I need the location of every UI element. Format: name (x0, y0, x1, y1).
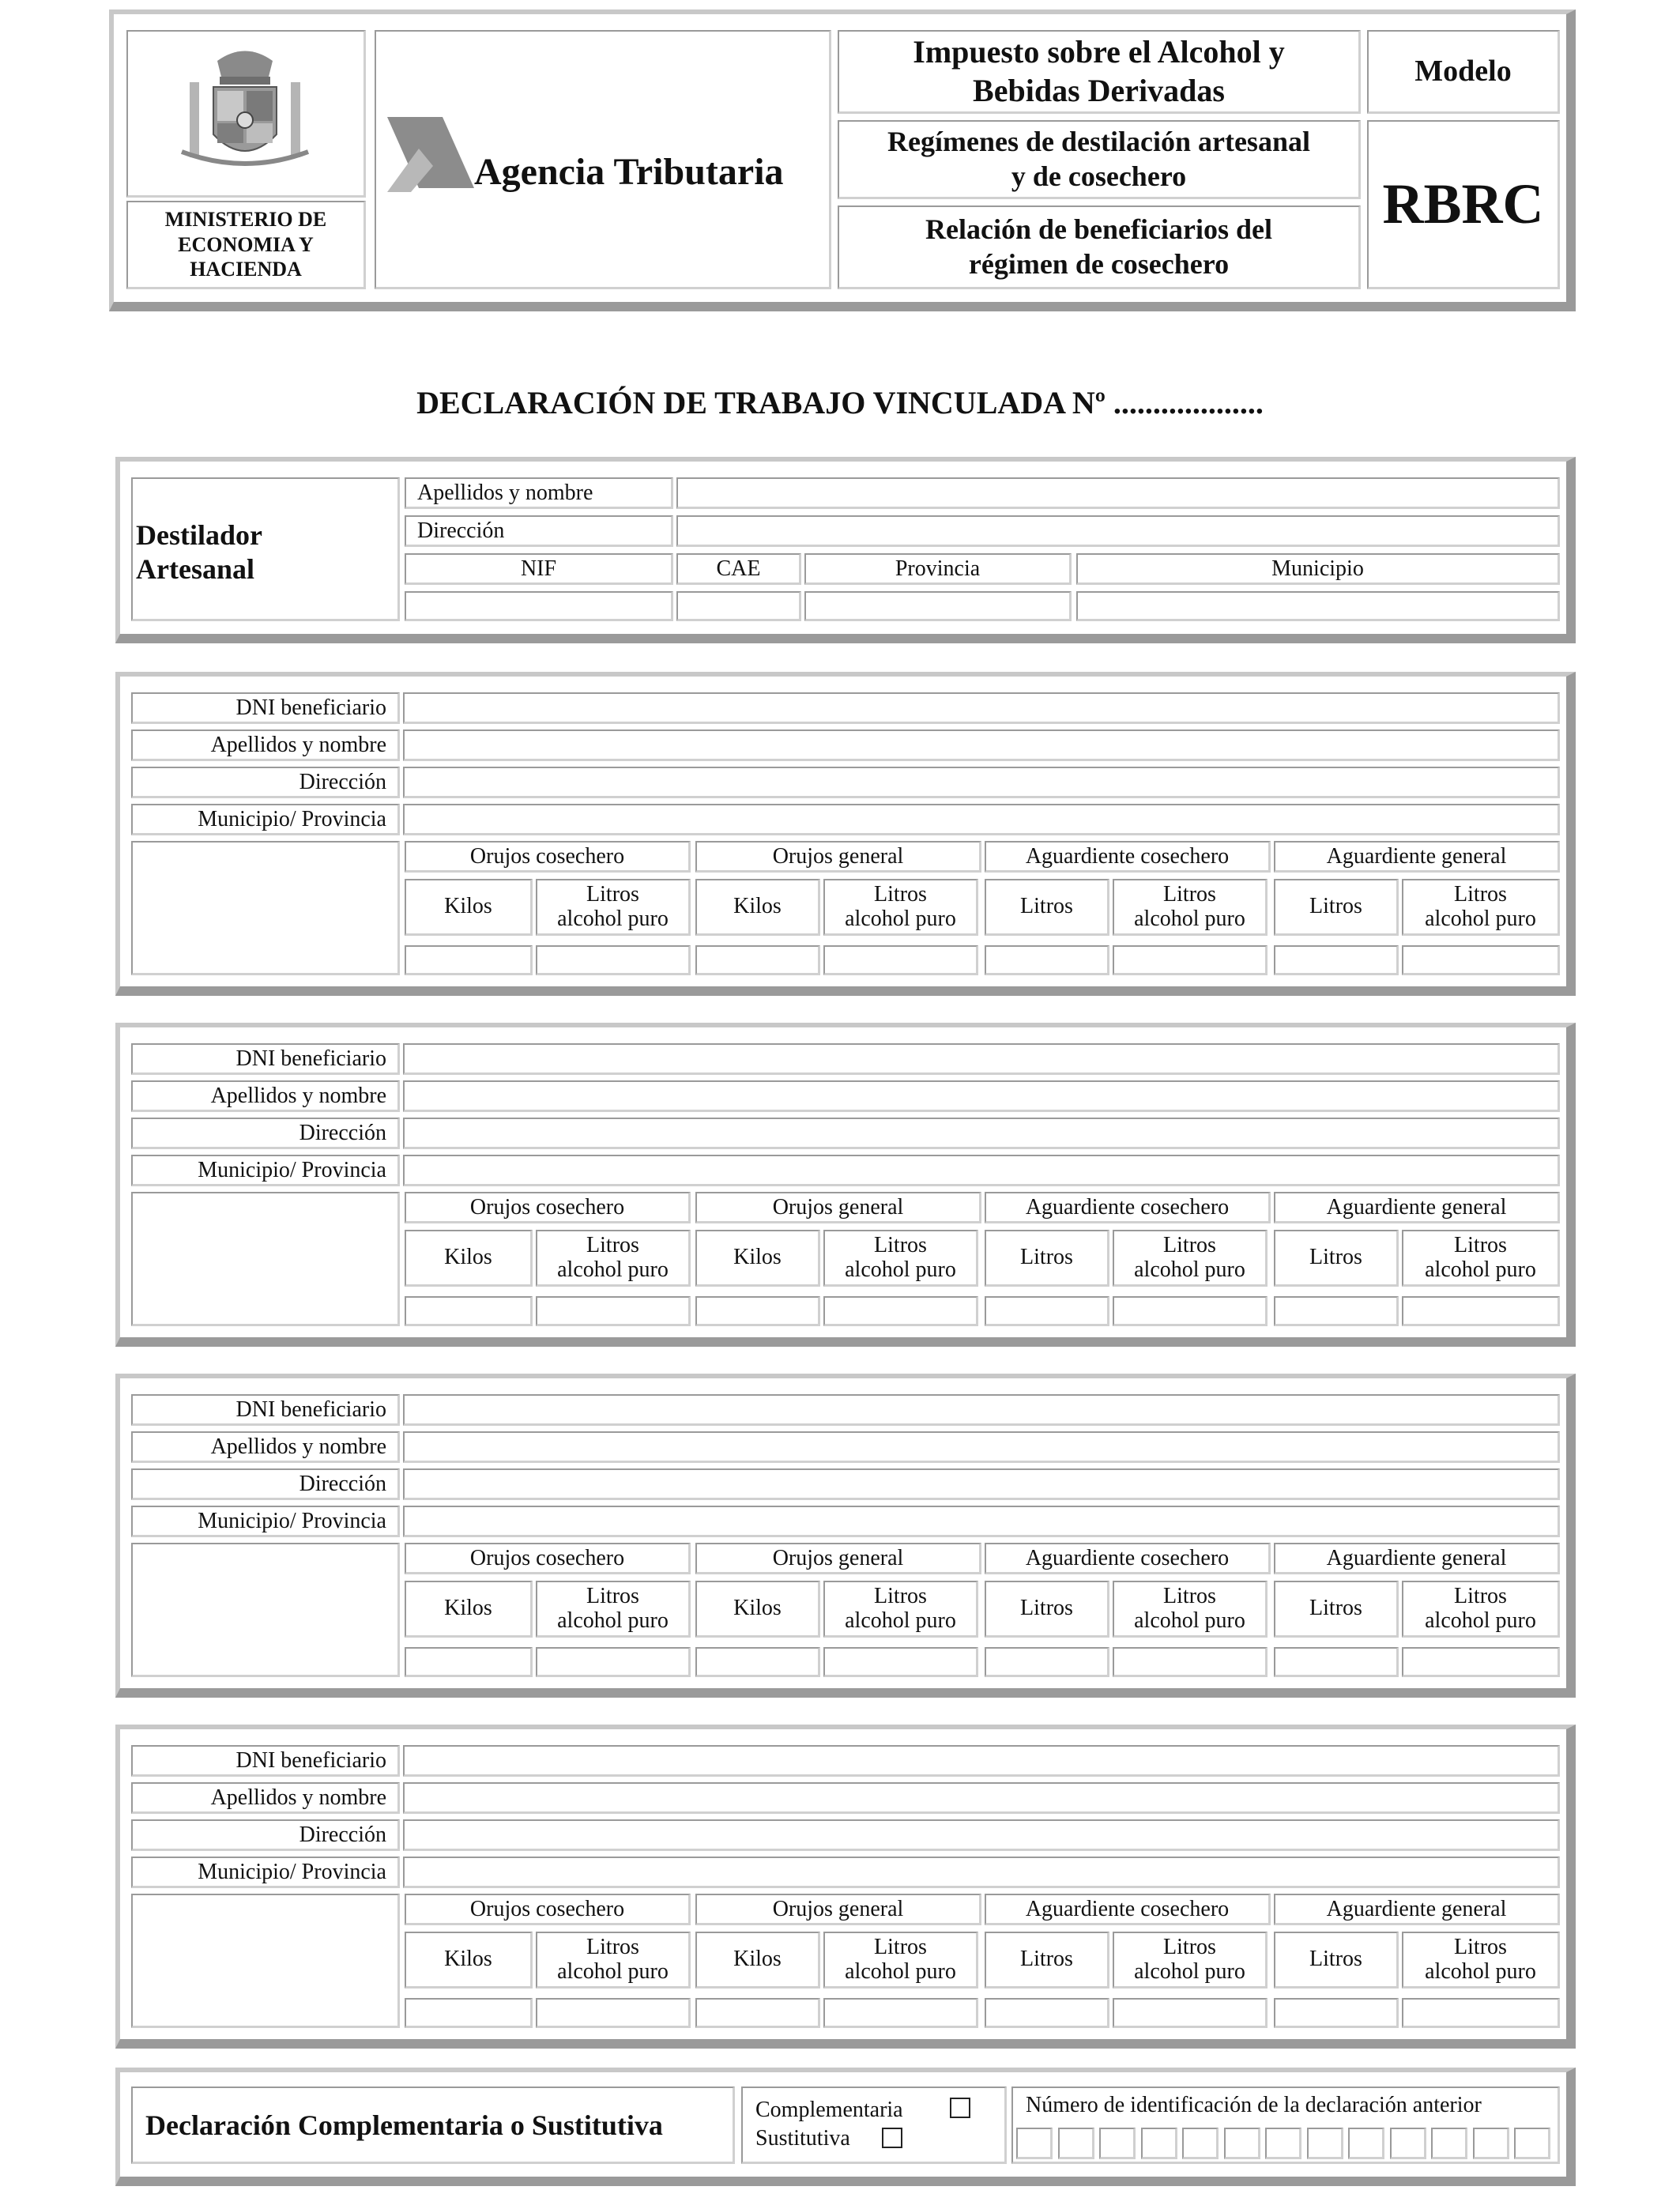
digit-box[interactable] (1265, 2128, 1301, 2159)
quantity-input-field[interactable] (536, 1647, 691, 1677)
column-header-line1: Litros (1309, 894, 1362, 919)
digit-box[interactable] (1099, 2128, 1136, 2159)
quantity-input-field[interactable] (823, 1998, 978, 2028)
quantity-input-field[interactable] (1402, 1998, 1560, 2028)
product-group-header: Aguardiente cosechero (985, 1894, 1271, 1925)
quantity-input-field[interactable] (405, 1296, 533, 1326)
beneficiary-direccion-field[interactable] (403, 1118, 1560, 1149)
column-header-line1: Litros (1020, 1947, 1073, 1972)
column-header-line2: alcohol puro (845, 1257, 956, 1282)
quantity-input-field[interactable] (1402, 1647, 1560, 1677)
quantity-column-header (695, 1932, 820, 1989)
column-header-line2: alcohol puro (1425, 1958, 1536, 1984)
quantity-column-header (1402, 879, 1560, 936)
beneficiary-dni-label: DNI beneficiario (131, 692, 400, 724)
digit-box[interactable] (1514, 2128, 1550, 2159)
beneficiary-dni-label: DNI beneficiario (131, 1745, 400, 1777)
quantity-input-field[interactable] (695, 1647, 820, 1677)
product-group-header: Aguardiente general (1274, 841, 1560, 873)
sustitutiva-checkbox[interactable] (882, 2128, 902, 2148)
beneficiary-dni-field[interactable] (403, 692, 1560, 724)
quantity-column-header (823, 879, 978, 936)
product-group-header: Orujos general (695, 1894, 981, 1925)
column-header-line1: Litros (1020, 1596, 1073, 1621)
quantity-column-header (405, 1581, 533, 1638)
quantity-input-field[interactable] (1274, 1647, 1399, 1677)
quantity-column-header (985, 1581, 1109, 1638)
product-group-header: Aguardiente cosechero (985, 1543, 1271, 1574)
column-header-line1: Kilos (444, 1245, 492, 1270)
column-header-line1: Litros (586, 1583, 639, 1608)
column-header-line1: Litros (1309, 1245, 1362, 1270)
column-header-line1: Litros (1454, 1232, 1507, 1257)
column-header-line1: Litros (874, 1232, 927, 1257)
quantity-input-field[interactable] (536, 1998, 691, 2028)
quantity-input-field[interactable] (1402, 945, 1560, 975)
quantity-column-header (1274, 1581, 1399, 1638)
column-header-line1: Kilos (444, 1947, 492, 1972)
quantity-input-field[interactable] (985, 1296, 1109, 1326)
beneficiary-apellidos-label: Apellidos y nombre (131, 1431, 400, 1463)
destilador-direccion-label: Dirección (405, 515, 673, 547)
quantity-column-header (536, 1581, 691, 1638)
destilador-cae-label: CAE (676, 553, 801, 585)
product-group-header: Aguardiente general (1274, 1543, 1560, 1574)
quantity-column-header (695, 879, 820, 936)
quantity-input-field[interactable] (985, 1998, 1109, 2028)
quantity-column-header (823, 1581, 978, 1638)
beneficiary-apellidos-label: Apellidos y nombre (131, 1080, 400, 1112)
quantity-column-header (695, 1581, 820, 1638)
product-group-header: Orujos cosechero (405, 1894, 691, 1925)
column-header-line1: Litros (874, 1583, 927, 1608)
column-header-line1: Kilos (444, 1596, 492, 1621)
beneficiary-dni-label: DNI beneficiario (131, 1043, 400, 1075)
quantity-column-header (405, 879, 533, 936)
beneficiary-municipio-label: Municipio/ Provincia (131, 1506, 400, 1537)
quantity-column-header (823, 1932, 978, 1989)
destilador-apellidos-field[interactable] (676, 477, 1560, 509)
quantity-input-field[interactable] (695, 1296, 820, 1326)
quantity-column-header (985, 879, 1109, 936)
digit-box[interactable] (1182, 2128, 1219, 2159)
quantity-input-field[interactable] (1274, 945, 1399, 975)
quantity-column-header (1274, 1230, 1399, 1287)
quantity-column-header (1113, 1932, 1268, 1989)
column-header-line2: alcohol puro (1425, 1608, 1536, 1633)
beneficiary-blank-cell (131, 1192, 400, 1326)
regimes-title: Regímenes de destilación artesanal y de cosechero (838, 120, 1361, 199)
column-header-line1: Litros (1163, 1583, 1216, 1608)
beneficiary-municipio-field[interactable] (403, 1857, 1560, 1888)
footer-type-cell (741, 2087, 1007, 2164)
footer-title: Declaración Complementaria o Sustitutiva (131, 2087, 735, 2164)
column-header-line1: Litros (1454, 881, 1507, 907)
product-group-header: Orujos general (695, 1543, 981, 1574)
coat-of-arms-icon (174, 41, 316, 175)
destilador-provincia-field[interactable] (804, 591, 1072, 621)
column-header-line1: Litros (1020, 1245, 1073, 1270)
column-header-line2: alcohol puro (1425, 906, 1536, 931)
digit-box[interactable] (1307, 2128, 1343, 2159)
destilador-municipio-field[interactable] (1076, 591, 1560, 621)
destilador-title-line1: Destilador (136, 519, 262, 551)
destilador-direccion-field[interactable] (676, 515, 1560, 547)
destilador-title-cell (131, 477, 400, 621)
destilador-nif-label: NIF (405, 553, 673, 585)
beneficiary-apellidos-field[interactable] (403, 729, 1560, 761)
column-header-line1: Litros (1454, 1583, 1507, 1608)
beneficiary-dni-field[interactable] (403, 1394, 1560, 1426)
beneficiary-blank-cell (131, 1543, 400, 1677)
destilador-nif-field[interactable] (405, 591, 673, 621)
product-group-header: Orujos cosechero (405, 1192, 691, 1223)
digit-box-row (1016, 2128, 1557, 2161)
beneficiary-dni-field[interactable] (403, 1745, 1560, 1777)
digit-box[interactable] (1431, 2128, 1467, 2159)
beneficiary-direccion-label: Dirección (131, 1118, 400, 1149)
complementaria-label: Complementaria (755, 2098, 903, 2122)
quantity-input-field[interactable] (405, 945, 533, 975)
quantity-input-field[interactable] (823, 1296, 978, 1326)
destilador-title-line2: Artesanal (136, 553, 254, 586)
column-header-line2: alcohol puro (557, 1257, 669, 1282)
column-header-line2: alcohol puro (1134, 906, 1245, 931)
column-header-line2: alcohol puro (845, 906, 956, 931)
product-group-header: Aguardiente cosechero (985, 1192, 1271, 1223)
digit-box[interactable] (1016, 2128, 1053, 2159)
destilador-cae-field[interactable] (676, 591, 801, 621)
column-header-line1: Litros (1020, 894, 1073, 919)
beneficiary-dni-field[interactable] (403, 1043, 1560, 1075)
beneficiary-municipio-field[interactable] (403, 804, 1560, 835)
quantity-column-header (1274, 879, 1399, 936)
agency-name: Agencia Tributaria (474, 151, 784, 193)
quantity-column-header (1402, 1230, 1560, 1287)
quantity-column-header (1402, 1581, 1560, 1638)
column-header-line1: Kilos (733, 894, 782, 919)
beneficiary-apellidos-label: Apellidos y nombre (131, 1782, 400, 1814)
quantity-column-header (985, 1932, 1109, 1989)
column-header-line1: Litros (1163, 881, 1216, 907)
column-header-line2: alcohol puro (1425, 1257, 1536, 1282)
quantity-input-field[interactable] (985, 945, 1109, 975)
column-header-line2: alcohol puro (845, 1608, 956, 1633)
footer-number-cell (1011, 2087, 1560, 2164)
column-header-line1: Kilos (733, 1947, 782, 1972)
column-header-line1: Litros (1163, 1232, 1216, 1257)
quantity-column-header (1113, 1230, 1268, 1287)
quantity-input-field[interactable] (823, 945, 978, 975)
column-header-line2: alcohol puro (557, 906, 669, 931)
agency-cell (375, 30, 831, 289)
column-header-line1: Litros (1309, 1947, 1362, 1972)
quantity-column-header (1274, 1932, 1399, 1989)
column-header-line2: alcohol puro (1134, 1257, 1245, 1282)
beneficiary-municipio-field[interactable] (403, 1155, 1560, 1186)
product-group-header: Orujos general (695, 1192, 981, 1223)
quantity-column-header (405, 1230, 533, 1287)
digit-box[interactable] (1390, 2128, 1426, 2159)
product-group-header: Aguardiente general (1274, 1894, 1560, 1925)
product-group-header: Orujos cosechero (405, 1543, 691, 1574)
column-header-line2: alcohol puro (1134, 1958, 1245, 1984)
column-header-line1: Litros (586, 1232, 639, 1257)
quantity-input-field[interactable] (1113, 1296, 1268, 1326)
beneficiary-blank-cell (131, 841, 400, 975)
beneficiary-apellidos-field[interactable] (403, 1782, 1560, 1814)
beneficiary-municipio-label: Municipio/ Provincia (131, 1857, 400, 1888)
beneficiary-direccion-label: Dirección (131, 767, 400, 798)
quantity-input-field[interactable] (1274, 1296, 1399, 1326)
ministry-name: MINISTERIO DE ECONOMIA Y HACIENDA (126, 201, 366, 289)
quantity-column-header (536, 879, 691, 936)
beneficiary-apellidos-field[interactable] (403, 1080, 1560, 1112)
beneficiary-direccion-field[interactable] (403, 1819, 1560, 1851)
digit-box[interactable] (1058, 2128, 1094, 2159)
column-header-line1: Litros (586, 881, 639, 907)
column-header-line2: alcohol puro (557, 1608, 669, 1633)
quantity-column-header (536, 1932, 691, 1989)
quantity-input-field[interactable] (1113, 1647, 1268, 1677)
destilador-provincia-label: Provincia (804, 553, 1072, 585)
product-group-header: Aguardiente general (1274, 1192, 1560, 1223)
beneficiary-direccion-label: Dirección (131, 1468, 400, 1500)
quantity-input-field[interactable] (695, 1998, 820, 2028)
quantity-input-field[interactable] (1402, 1296, 1560, 1326)
quantity-input-field[interactable] (405, 1998, 533, 2028)
column-header-line1: Litros (1163, 1934, 1216, 1959)
beneficiary-dni-label: DNI beneficiario (131, 1394, 400, 1426)
destilador-municipio-label: Municipio (1076, 553, 1560, 585)
quantity-column-header (1402, 1932, 1560, 1989)
quantity-input-field[interactable] (536, 945, 691, 975)
quantity-column-header (823, 1230, 978, 1287)
digit-box[interactable] (1141, 2128, 1177, 2159)
product-group-header: Orujos general (695, 841, 981, 873)
column-header-line1: Litros (1309, 1596, 1362, 1621)
quantity-input-field[interactable] (1113, 945, 1268, 975)
quantity-column-header (1113, 879, 1268, 936)
digit-box[interactable] (1224, 2128, 1260, 2159)
column-header-line2: alcohol puro (1134, 1608, 1245, 1633)
beneficiary-apellidos-label: Apellidos y nombre (131, 729, 400, 761)
beneficiary-municipio-label: Municipio/ Provincia (131, 1155, 400, 1186)
quantity-input-field[interactable] (1274, 1998, 1399, 2028)
digit-box[interactable] (1348, 2128, 1384, 2159)
modelo-code: RBRC (1367, 120, 1560, 289)
quantity-column-header (536, 1230, 691, 1287)
coat-of-arms-cell (126, 30, 366, 198)
beneficiary-direccion-field[interactable] (403, 767, 1560, 798)
numero-label: Número de identificación de la declaración anterior (1026, 2093, 1482, 2117)
agency-logo-icon (387, 117, 474, 192)
column-header-line1: Litros (874, 881, 927, 907)
relation-title: Relación de beneficiarios del régimen de cosechero (838, 205, 1361, 289)
column-header-line2: alcohol puro (845, 1958, 956, 1984)
column-header-line2: alcohol puro (557, 1958, 669, 1984)
column-header-line1: Kilos (733, 1596, 782, 1621)
quantity-input-field[interactable] (823, 1647, 978, 1677)
column-header-line1: Litros (874, 1934, 927, 1959)
tax-title: Impuesto sobre el Alcohol y Bebidas Derivadas (838, 30, 1361, 114)
modelo-label: Modelo (1367, 30, 1560, 114)
beneficiary-municipio-field[interactable] (403, 1506, 1560, 1537)
quantity-column-header (1113, 1581, 1268, 1638)
beneficiary-apellidos-field[interactable] (403, 1431, 1560, 1463)
beneficiary-municipio-label: Municipio/ Provincia (131, 804, 400, 835)
beneficiary-blank-cell (131, 1894, 400, 2028)
quantity-column-header (405, 1932, 533, 1989)
quantity-column-header (985, 1230, 1109, 1287)
column-header-line1: Kilos (444, 894, 492, 919)
digit-box[interactable] (1473, 2128, 1509, 2159)
quantity-input-field[interactable] (536, 1296, 691, 1326)
quantity-column-header (695, 1230, 820, 1287)
destilador-title (136, 518, 262, 586)
quantity-input-field[interactable] (695, 945, 820, 975)
quantity-input-field[interactable] (1113, 1998, 1268, 2028)
column-header-line1: Kilos (733, 1245, 782, 1270)
product-group-header: Orujos cosechero (405, 841, 691, 873)
complementaria-checkbox[interactable] (950, 2098, 970, 2118)
declaration-title: DECLARACIÓN DE TRABAJO VINCULADA Nº ................... (416, 385, 1264, 420)
sustitutiva-label: Sustitutiva (755, 2126, 850, 2151)
quantity-input-field[interactable] (405, 1647, 533, 1677)
product-group-header: Aguardiente cosechero (985, 841, 1271, 873)
beneficiary-direccion-field[interactable] (403, 1468, 1560, 1500)
column-header-line1: Litros (1454, 1934, 1507, 1959)
beneficiary-direccion-label: Dirección (131, 1819, 400, 1851)
quantity-input-field[interactable] (985, 1647, 1109, 1677)
destilador-apellidos-label: Apellidos y nombre (405, 477, 673, 509)
column-header-line1: Litros (586, 1934, 639, 1959)
